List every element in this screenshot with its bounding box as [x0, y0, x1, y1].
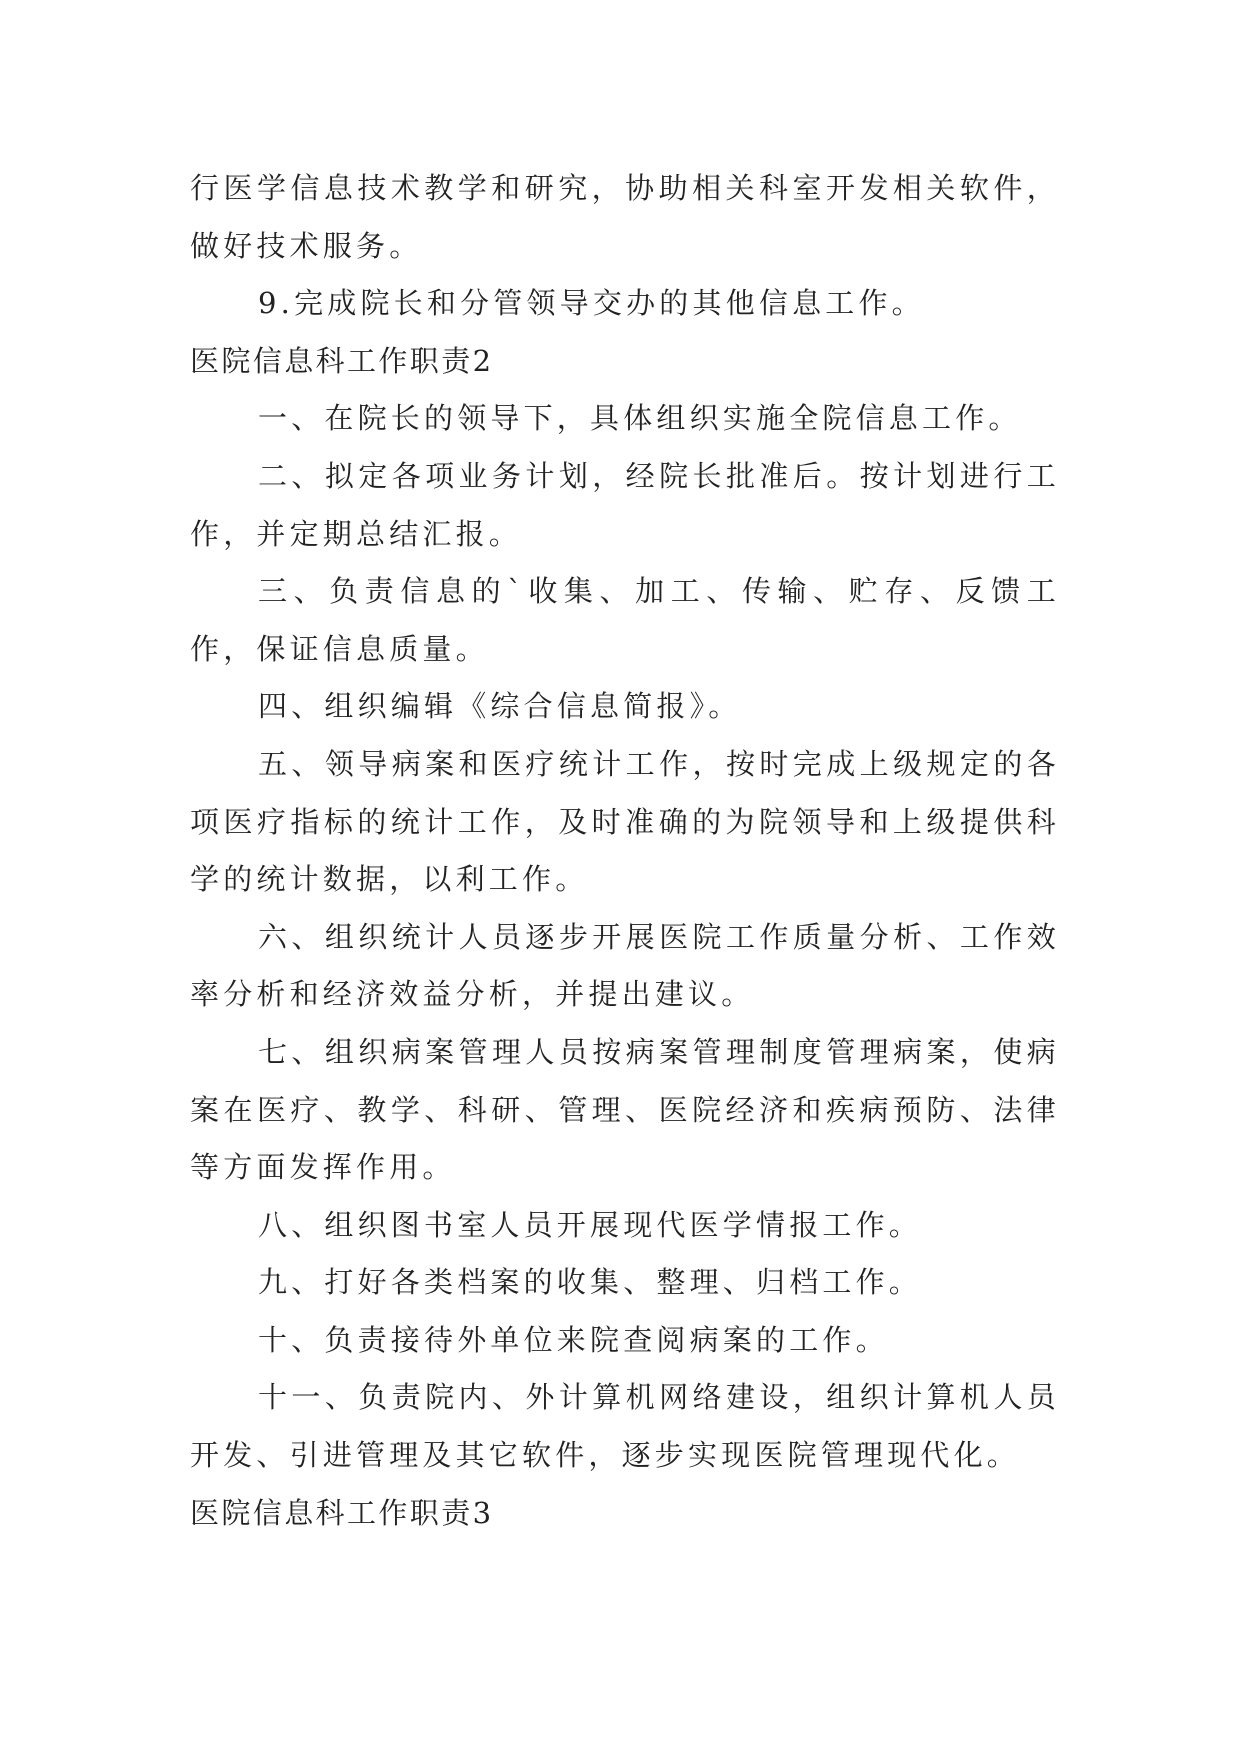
section-heading-3: 医院信息科工作职责3 — [190, 1495, 494, 1530]
paragraph-item-3: 三、负责信息的`收集、加工、传输、贮存、反馈工作，保证信息质量。 — [190, 574, 1060, 666]
paragraph-item-7: 七、组织病案管理人员按病案管理制度管理病案，使病案在医疗、教学、科研、管理、医院经济和疾病预防、法律等方面发挥作用。 — [190, 1034, 1060, 1185]
paragraph-item-4: 四、组织编辑《综合信息简报》。 — [258, 689, 742, 724]
paragraph-item-1: 一、在院长的领导下，具体组织实施全院信息工作。 — [258, 401, 1022, 436]
paragraph-item-8: 八、组织图书室人员开展现代医学情报工作。 — [258, 1207, 923, 1242]
paragraph-item-9b: 九、打好各类档案的收集、整理、归档工作。 — [258, 1265, 923, 1300]
paragraph-item-10: 十、负责接待外单位来院查阅病案的工作。 — [258, 1322, 889, 1357]
paragraph-continued: 行医学信息技术教学和研究，协助相关科室开发相关软件，做好技术服务。 — [190, 171, 1060, 263]
paragraph-item-6: 六、组织统计人员逐步开展医院工作质量分析、工作效率分析和经济效益分析，并提出建议。 — [190, 919, 1060, 1012]
paragraph-item-9: 9.完成院长和分管领导交办的其他信息工作。 — [258, 286, 925, 321]
paragraph-item-2: 二、拟定各项业务计划，经院长批准后。按计划进行工作，并定期总结汇报。 — [190, 458, 1060, 551]
paragraph-item-11: 十一、负责院内、外计算机网络建设，组织计算机人员开发、引进管理及其它软件，逐步实现医院管理现代化。 — [190, 1380, 1060, 1473]
paragraph-item-5: 五、领导病案和医疗统计工作，按时完成上级规定的各项医疗指标的统计工作，及时准确的为院领导和上级提供科学的统计数据，以利工作。 — [190, 746, 1060, 897]
document-body — [190, 160, 1060, 1542]
section-heading-2: 医院信息科工作职责2 — [190, 343, 494, 378]
